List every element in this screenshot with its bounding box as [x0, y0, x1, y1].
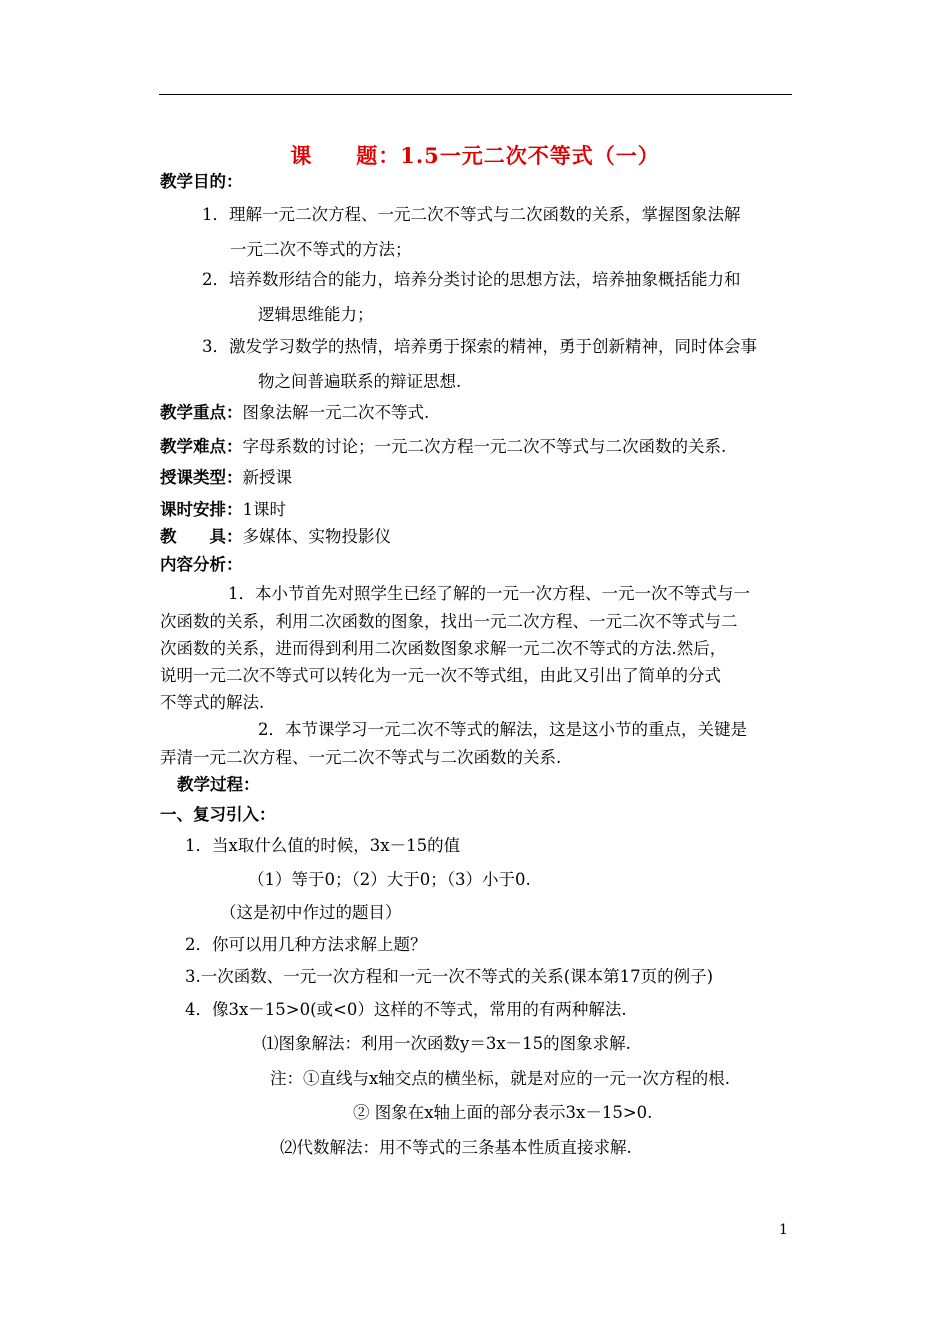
schedule-text: 1课时: [242, 500, 286, 519]
tools-text: 多媒体、实物投影仪: [242, 527, 391, 546]
analysis-p1-line-5: 不等式的解法.: [160, 693, 265, 712]
analysis-p1-line-3: 次函数的关系，进而得到利用二次函数图象求解一元二次不等式的方法.然后，: [160, 639, 727, 658]
question-4: 4．像3x－15>0(或<0）这样的不等式，常用的有两种解法.: [185, 1000, 627, 1019]
analysis-p2-line-1: 2．本节课学习一元二次不等式的解法，这是这小节的重点，关键是: [258, 720, 747, 739]
objective-2-line-2: 逻辑思维能力；: [258, 305, 374, 324]
difficulty-row: [160, 437, 726, 457]
schedule-label: 课时安排：: [160, 500, 243, 519]
question-1-note: （这是初中作过的题目）: [220, 903, 402, 922]
difficulty-label: 教学难点：: [160, 437, 243, 456]
objective-1-line-1: 1．理解一元二次方程、一元二次不等式与二次函数的关系，掌握图象法解: [202, 205, 741, 224]
page-number: 1: [779, 1222, 788, 1238]
schedule-row: [160, 500, 286, 520]
question-1-subparts: （1）等于0；（2）大于0；（3）小于0.: [248, 870, 531, 889]
key-point-label: 教学重点：: [160, 403, 243, 422]
objective-3-line-1: 3．激发学习数学的热情，培养勇于探索的精神，勇于创新精神，同时体会事: [202, 337, 757, 356]
method-graph: ⑴图象解法：利用一次函数y＝3x－15的图象求解.: [262, 1034, 631, 1053]
objectives-heading: 教学目的：: [160, 172, 243, 191]
note-2: ② 图象在x轴上面的部分表示3x－15>0.: [353, 1103, 653, 1122]
lesson-type-row: [160, 468, 292, 488]
analysis-p1-line-1: 1．本小节首先对照学生已经了解的一元一次方程、一元一次不等式与一: [228, 584, 750, 603]
key-point-text: 图象法解一元二次不等式.: [242, 403, 430, 422]
objective-1-line-2: 一元二次不等式的方法；: [230, 240, 412, 259]
method-algebra: ⑵代数解法：用不等式的三条基本性质直接求解.: [280, 1138, 632, 1157]
page-title: 课 题：1.5一元二次不等式（一）: [290, 143, 660, 168]
analysis-heading: 内容分析：: [160, 555, 243, 574]
tools-label: 教 具：: [160, 527, 243, 546]
lesson-type-text: 新授课: [242, 468, 292, 487]
analysis-p1-line-4: 说明一元二次不等式可以转化为一元一次不等式组，由此又引出了简单的分式: [160, 666, 721, 685]
note-1: 注：①直线与x轴交点的横坐标，就是对应的一元一次方程的根.: [270, 1069, 731, 1088]
question-1: 1．当x取什么值的时候，3x－15的值: [185, 836, 461, 855]
analysis-p2-line-2: 弄清一元二次方程、一元二次不等式与二次函数的关系.: [160, 748, 562, 767]
question-3: 3.一次函数、一元一次方程和一元一次不等式的关系(课本第17页的例子): [185, 967, 714, 986]
lesson-type-label: 授课类型：: [160, 468, 243, 487]
header-rule: [159, 94, 792, 95]
key-point-row: [160, 403, 429, 423]
tools-row: [160, 527, 391, 547]
objective-2-line-1: 2．培养数形结合的能力，培养分类讨论的思想方法，培养抽象概括能力和: [202, 270, 741, 289]
process-heading: 教学过程：: [177, 775, 260, 794]
objective-3-line-2: 物之间普遍联系的辩证思想.: [258, 372, 462, 391]
difficulty-text: 字母系数的讨论；一元二次方程一元二次不等式与二次函数的关系.: [242, 437, 727, 456]
question-2: 2．你可以用几种方法求解上题？: [185, 935, 427, 954]
analysis-p1-line-2: 次函数的关系，利用二次函数的图象，找出一元二次方程、一元二次不等式与二: [160, 612, 738, 631]
section-1-heading: 一、复习引入：: [160, 805, 276, 824]
